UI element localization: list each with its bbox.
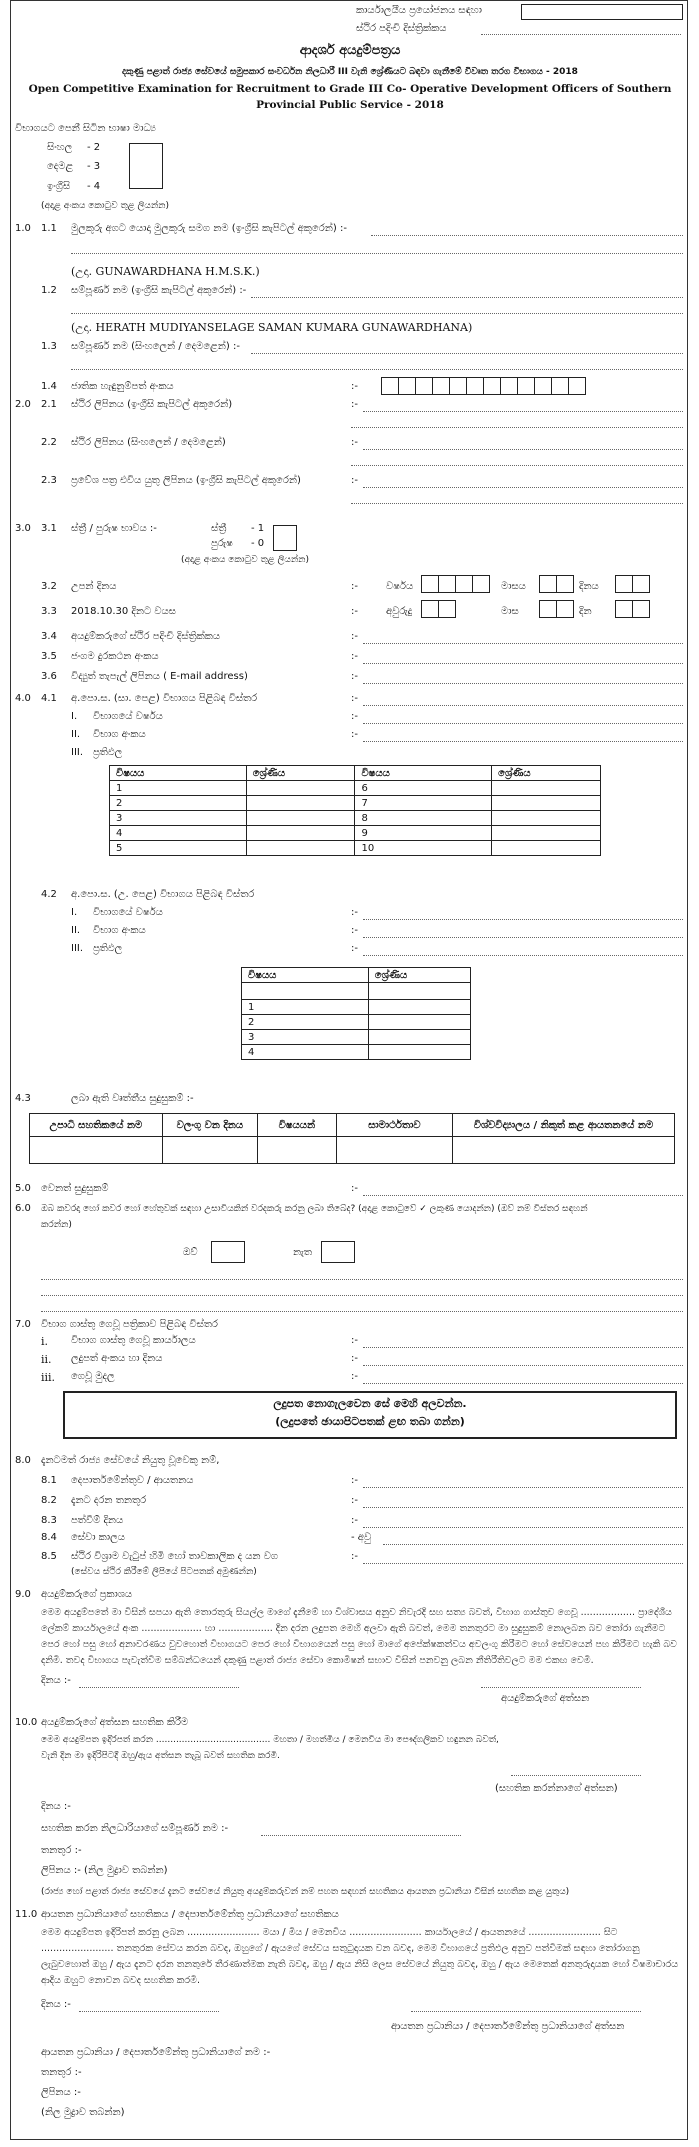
head-cert-text: මෙම අයදුම්පත ඉදිරිපත් කරනු ලබන ........................ මයා / මිය / මෙනවිය ........................ කාර්යාලයේ / ආයතනයේ ........................ සිට ........................ තනතුරක සේවය කරන බවද, ඔහුගේ / ඇයගේ සේවය සතුටුදායක වන බවද, මෙම විභාගයේ ප්‍රතිඵල අනුව පත්වීමක් සඳහා තෝරාගනු ලැබුවහොත් ඔහු / ඇය දැනට දරන තනතුරේ තීරණාත්මක නැති බවද, ඔහු / ඇය නිසි ලෙස සේවයේ නියුතු බවද, ඔහු / ඇය මෙතෙක් අනතුරුදායක හෝ විෂමාචාරය ආදිය ඔහුට නොවන බවද සහතික කරමි. bbox=[41, 1927, 679, 1986]
table-header: විෂයය bbox=[355, 766, 492, 781]
title-si: ආදර්ශ අයදුම්පත්‍රය bbox=[299, 43, 401, 58]
item-number: 4.3 bbox=[15, 1093, 31, 1104]
ol-field[interactable] bbox=[363, 705, 683, 706]
office-use-box[interactable] bbox=[521, 4, 683, 20]
row-number: 1 bbox=[242, 1000, 369, 1015]
full-name-si-field-2[interactable] bbox=[71, 369, 683, 370]
section-number: 10.0 bbox=[15, 1717, 38, 1728]
prof-qual-label: ලබා ඇති වෘත්තීය සුදුසුකම් :- bbox=[71, 1093, 194, 1104]
dob-year-boxes[interactable] bbox=[421, 575, 489, 593]
table-row[interactable] bbox=[110, 826, 601, 841]
age-months-boxes[interactable] bbox=[539, 600, 573, 618]
item-number: 3.6 bbox=[41, 671, 57, 682]
medium-sinhala: සිංහල bbox=[47, 142, 73, 153]
al-index-field[interactable] bbox=[363, 937, 683, 938]
item-number: 1.2 bbox=[41, 285, 57, 296]
row-number: 6 bbox=[355, 781, 492, 796]
full-name-en-field[interactable] bbox=[251, 297, 683, 298]
medium-label: විභාගයට පෙනී සිටින භාෂා මාධ්‍ය bbox=[15, 123, 156, 134]
colon: :- bbox=[351, 907, 358, 918]
al-year-field[interactable] bbox=[363, 919, 683, 920]
item-number: 8.1 bbox=[41, 1475, 57, 1486]
email-label: විද්‍යුත් තැපැල් ලිපිනය ( E-mail address) bbox=[71, 671, 248, 682]
conviction-yes-box[interactable] bbox=[211, 1241, 245, 1263]
other-qual-label: වෙනත් සුදුසුකම් bbox=[41, 1183, 109, 1194]
roman-number: III. bbox=[71, 747, 84, 758]
age-days-label: දින bbox=[579, 606, 592, 617]
colon: :- bbox=[351, 1335, 358, 1346]
head-signature-field[interactable] bbox=[411, 2011, 641, 2012]
conviction-no-box[interactable] bbox=[321, 1241, 355, 1263]
fee-office-label: විභාග ගාස්තු ගෙවූ කාර්යාලය bbox=[71, 1335, 196, 1346]
medium-tamil: දෙමළ bbox=[47, 161, 74, 172]
head-cert-note: (රාජ්‍ය හෝ පළාත් රාජ්‍ය සේවයේ දැනට සේවයේ නියුතු අයදුම්කරුවන් නම් පහත සඳහන් සහතිකය ආයතන ප්‍රධානියා විසින් සහතික කළ යුතුය) bbox=[41, 1887, 570, 1897]
table-header: වලංගු වන දිනය bbox=[162, 1114, 257, 1137]
conviction-detail-3[interactable] bbox=[41, 1311, 683, 1312]
table-header: උපාධි සහතිකයේ නම bbox=[30, 1114, 163, 1137]
certifier-name-field[interactable] bbox=[261, 1835, 461, 1836]
receipt-notice-2: (ලදුපතේ ඡායාපිටපතක් ළඟ තබා ගන්න) bbox=[275, 1415, 465, 1428]
roman-number: III. bbox=[71, 943, 84, 954]
service-period-label: සේවා කාලය bbox=[71, 1532, 125, 1543]
medium-english: ඉංග්‍රීසි bbox=[47, 181, 71, 192]
table-row[interactable] bbox=[242, 1000, 471, 1015]
conviction-question: ඔබ කවරදා හෝ කවර හෝ හේතුවක් සඳහා උසාවියකින් වරදකරු කරනු ලබා තිබේද? (අදාළ කොටුවේ ✓ ලකුණ යොදන්න) (ඔව් නම් විස්තර සඳහන් bbox=[41, 1204, 588, 1214]
row-number: 4 bbox=[242, 1045, 369, 1060]
al-results-table bbox=[241, 967, 471, 1060]
roman-number: iii. bbox=[41, 1371, 56, 1384]
medium-code: - 4 bbox=[87, 181, 101, 192]
colon: :- bbox=[351, 1475, 358, 1486]
colon: :- bbox=[351, 693, 358, 704]
al-label: අ.පො.ස. (උ. පෙළ) විභාගය පිළිබඳ විස්තර bbox=[71, 889, 255, 900]
colon: :- bbox=[351, 631, 358, 642]
colon: :- bbox=[351, 1495, 358, 1506]
initials-name-field-2[interactable] bbox=[71, 253, 683, 254]
medium-note: (අදාළ අංකය කොටුව තුළ ලියන්න) bbox=[41, 201, 169, 211]
item-number: 3.2 bbox=[41, 581, 57, 592]
colon: :- bbox=[351, 671, 358, 682]
roman-number: I. bbox=[71, 711, 78, 722]
prof-qual-table bbox=[29, 1113, 675, 1164]
table-header: ශ්‍රේණිය bbox=[368, 968, 470, 983]
row-number: 2 bbox=[110, 796, 247, 811]
title-en-1: Open Competitive Examination for Recruitment to Grade III Co- Operative Development Officers of Southern bbox=[28, 83, 672, 95]
colon: :- bbox=[351, 711, 358, 722]
perm-address-si-field-2[interactable] bbox=[351, 465, 683, 466]
district-applicant-field[interactable] bbox=[363, 643, 683, 644]
item-number: 2.2 bbox=[41, 437, 57, 448]
section-number: 5.0 bbox=[15, 1183, 31, 1194]
table-header: සාමාර්ථතාව bbox=[336, 1114, 452, 1137]
certifier-signature-field[interactable] bbox=[511, 1775, 641, 1776]
initials-name-example: (උදා. GUNAWARDHANA H.M.S.K.) bbox=[71, 265, 260, 278]
ol-year-field[interactable] bbox=[363, 723, 683, 724]
table-header: විෂයය bbox=[242, 968, 369, 983]
gender-box[interactable] bbox=[273, 525, 297, 551]
medium-code: - 3 bbox=[87, 161, 101, 172]
age-days-boxes[interactable] bbox=[615, 600, 649, 618]
table-header: විශ්වවිද්‍යාලය / නිකුත් කළ ආයතනයේ නම bbox=[452, 1114, 674, 1137]
dob-label: උපන් දිනය bbox=[71, 581, 117, 592]
attestation-text-2: වැනි දින මා ඉදිරිපිටදී ඔහු/ඇය අත්සන තැබූ බවත් සහතික කරමි. bbox=[41, 1751, 280, 1761]
row-number: 3 bbox=[242, 1030, 369, 1045]
perm-address-si-field[interactable] bbox=[363, 449, 683, 450]
perm-address-si-label: ස්ථිර ලිපිනය (සිංහලෙන් / දෙමළෙන්) bbox=[71, 437, 226, 448]
section-number: 4.0 bbox=[15, 693, 31, 704]
perm-address-en-label: ස්ථිර ලිපිනය (ඉංග්‍රීසි කැපිටල් අකුරෙන්) bbox=[71, 399, 233, 410]
roman-number: II. bbox=[71, 925, 81, 936]
conviction-no-label: නැත bbox=[293, 1247, 313, 1258]
roman-number: II. bbox=[71, 729, 81, 740]
section-number: 6.0 bbox=[15, 1203, 31, 1214]
al-index-label: විභාග අංකය bbox=[93, 925, 146, 936]
full-name-si-field[interactable] bbox=[251, 353, 683, 354]
district-field[interactable] bbox=[481, 34, 681, 35]
fee-label: විභාග ගාස්තු ගෙවූ පත්‍රිකාව පිළිබඳ විස්තර bbox=[41, 1319, 218, 1330]
al-results-label: ප්‍රතිඵල bbox=[93, 943, 123, 954]
item-number: 8.3 bbox=[41, 1515, 57, 1526]
colon: :- bbox=[351, 581, 358, 592]
medium-box[interactable] bbox=[129, 143, 163, 189]
gender-code: - 0 bbox=[251, 538, 265, 549]
service-years-label: - අවු bbox=[351, 1532, 372, 1543]
colon: :- bbox=[351, 1371, 358, 1382]
section-number: 7.0 bbox=[15, 1319, 31, 1330]
receipt-field[interactable] bbox=[363, 1365, 683, 1366]
full-name-si-label: සම්පූර්ණ නම (සිංහලෙන් / දෙමළෙන්) :- bbox=[71, 341, 240, 352]
ol-index-label: විභාග අංකය bbox=[93, 729, 146, 740]
table-row[interactable] bbox=[110, 796, 601, 811]
department-field[interactable] bbox=[363, 1487, 683, 1488]
colon: :- bbox=[351, 475, 358, 486]
dob-day-label: දිනය bbox=[579, 581, 599, 592]
ol-index-field[interactable] bbox=[363, 741, 683, 742]
row-number: 3 bbox=[110, 811, 247, 826]
table-header: විෂයයන් bbox=[257, 1114, 336, 1137]
item-number: 3.1 bbox=[41, 523, 57, 534]
receipt-label: ලදුපත් අංකය හා දිනය bbox=[71, 1353, 163, 1364]
roman-number: ii. bbox=[41, 1353, 52, 1366]
perm-address-en-field[interactable] bbox=[363, 411, 683, 412]
full-name-en-field-2[interactable] bbox=[71, 313, 683, 314]
head-cert-label: ආයතන ප්‍රධානියාගේ සහතිකය / දෙපාර්තමේන්තු ප්‍රධානියාගේ සහතිකය bbox=[41, 1909, 339, 1920]
section-number: 3.0 bbox=[15, 523, 31, 534]
al-year-label: විභාගයේ වර්ෂය bbox=[93, 907, 163, 918]
gender-male: පුරුෂ bbox=[211, 538, 233, 549]
age-label: 2018.10.30 දිනට වයස bbox=[71, 606, 176, 617]
public-service-label: දැනටමත් රාජ්‍ය සේවයේ නියුතු වූවෙකු නම්, bbox=[41, 1455, 220, 1466]
declaration-date-field[interactable] bbox=[79, 1687, 239, 1688]
department-label: දෙපාර්තමේන්තුව / ආයතනය bbox=[71, 1475, 194, 1486]
al-results-field[interactable] bbox=[363, 955, 683, 956]
current-post-label: දැනට දරන තනතුර bbox=[71, 1495, 147, 1506]
dob-month-label: මාසය bbox=[501, 581, 526, 592]
colon: :- bbox=[351, 1515, 358, 1526]
application-form bbox=[10, 0, 688, 2140]
section-number: 1.0 bbox=[15, 223, 31, 234]
email-field[interactable] bbox=[363, 683, 683, 684]
district-applicant-label: අයදුම්කරුගේ ස්ථිර පදිංචි දිස්ත්‍රික්කය bbox=[71, 631, 221, 642]
table-row[interactable] bbox=[242, 983, 471, 1000]
full-name-example: (උදා. HERATH MUDIYANSELAGE SAMAN KUMARA GUNAWARDHANA) bbox=[71, 321, 473, 334]
item-number: 2.3 bbox=[41, 475, 57, 486]
table-header: ශ්‍රේණිය bbox=[246, 766, 355, 781]
row-number: 1 bbox=[110, 781, 247, 796]
table-row[interactable] bbox=[242, 1045, 471, 1060]
pensionable-field[interactable] bbox=[363, 1563, 683, 1564]
item-number: 8.2 bbox=[41, 1495, 57, 1506]
district-label: ස්ථිර පදිංචි දිස්ත්‍රික්කය bbox=[356, 23, 447, 34]
table-row[interactable] bbox=[110, 781, 601, 796]
current-post-field[interactable] bbox=[363, 1507, 683, 1508]
row-number: 4 bbox=[110, 826, 247, 841]
pensionable-note: (සේවය ස්ථිර කිරීමේ ලිපියේ පිටපතක් අමුණන්න) bbox=[71, 1567, 257, 1577]
table-row[interactable] bbox=[110, 841, 601, 856]
section-number: 2.0 bbox=[15, 399, 31, 410]
head-signature-label: ආයතන ප්‍රධානියා / දෙපාර්තමේන්තු ප්‍රධානියාගේ අත්සන bbox=[391, 2021, 625, 2032]
conviction-question-2: කරන්න) bbox=[41, 1220, 72, 1230]
roman-number: i. bbox=[41, 1335, 49, 1348]
certifier-name-label: සහතික කරන නිලධාරියාගේ සම්පූර්ණ නම :- bbox=[41, 1823, 229, 1834]
initials-name-field[interactable] bbox=[371, 235, 683, 236]
gender-female: ස්ත්‍රී bbox=[211, 523, 227, 534]
ol-results-label: ප්‍රතිඵල bbox=[93, 747, 123, 758]
head-cert-date-label: දිනය :- bbox=[41, 1999, 71, 2010]
head-cert-date-field[interactable] bbox=[79, 2011, 219, 2012]
mobile-field[interactable] bbox=[363, 663, 683, 664]
certifier-post-label: තනතුර :- bbox=[41, 1845, 82, 1856]
item-number: 4.1 bbox=[41, 693, 57, 704]
admission-address-field-2[interactable] bbox=[351, 503, 683, 504]
declaration-date-label: දිනය :- bbox=[41, 1675, 71, 1686]
item-number: 8.4 bbox=[41, 1532, 57, 1543]
item-number: 3.4 bbox=[41, 631, 57, 642]
ol-year-label: විභාගයේ වර්ෂය bbox=[93, 711, 163, 722]
colon: :- bbox=[351, 437, 358, 448]
office-use-label: කාර්යාලයීය ප්‍රයෝජනය සඳහා bbox=[356, 5, 482, 16]
row-number: 7 bbox=[355, 796, 492, 811]
section-number: 8.0 bbox=[15, 1455, 31, 1466]
initials-name-label: මුලකුරු අගට යොදා මුලකුරු සමග නම (ඉංග්‍රීසි කැපිටල් අකුරෙන්) :- bbox=[71, 223, 347, 234]
dob-month-boxes[interactable] bbox=[539, 575, 573, 593]
colon: :- bbox=[351, 729, 358, 740]
colon: :- bbox=[351, 943, 358, 954]
table-row[interactable] bbox=[30, 1137, 675, 1164]
item-number: 1.1 bbox=[41, 223, 57, 234]
colon: :- bbox=[351, 399, 358, 410]
table-header: විෂයය bbox=[110, 766, 247, 781]
age-years-label: අවුරුදු bbox=[386, 606, 413, 617]
colon: :- bbox=[351, 606, 358, 617]
item-number: 1.3 bbox=[41, 341, 57, 352]
fee-office-field[interactable] bbox=[363, 1347, 683, 1348]
roman-number: I. bbox=[71, 907, 78, 918]
other-qual-field[interactable] bbox=[363, 1195, 683, 1196]
attestation-label: අයදුම්කරුගේ අත්සන සහතික කිරීම bbox=[41, 1717, 189, 1728]
head-seal-label: (නිල මුද්‍රාව තබන්න) bbox=[41, 2107, 125, 2118]
conviction-detail-1[interactable] bbox=[41, 1279, 683, 1280]
appointment-date-label: පත්වීම් දිනය bbox=[71, 1515, 124, 1526]
applicant-signature-field[interactable] bbox=[481, 1687, 641, 1688]
admission-address-label: ප්‍රවේශ පත්‍ර එවිය යුතු ලිපිනය (ඉංග්‍රීසි කැපිටල් අකුරෙන්) bbox=[71, 475, 301, 486]
colon: :- bbox=[351, 1183, 358, 1194]
attestation-text-1: මෙම අයදුම්පත ඉදිරිපත් කරන ........................................ මහතා / මහත්මිය / මෙනවිය මා පෞද්ගලිකව හඳුනන බවත්, bbox=[41, 1735, 499, 1745]
colon: :- bbox=[351, 1551, 358, 1562]
subtitle-si: දකුණු පළාත් රාජ්‍ය සේවයේ සමුපකාර සංවර්ධන නිලධාරී III වැනි ශ්‍රේණියට බඳවා ගැනීමේ විවෘත තරග විභාගය - 2018 bbox=[122, 67, 578, 77]
table-header: ශ්‍රේණිය bbox=[492, 766, 601, 781]
row-number: 2 bbox=[242, 1015, 369, 1030]
row-number: 5 bbox=[110, 841, 247, 856]
item-number: 2.1 bbox=[41, 399, 57, 410]
gender-label: ස්ත්‍රී / පුරුෂ භාවය :- bbox=[71, 523, 157, 534]
age-years-boxes[interactable] bbox=[421, 600, 455, 618]
certifier-signature-label: (සහතික කරන්නාගේ අත්සන) bbox=[495, 1783, 618, 1794]
amount-field[interactable] bbox=[363, 1383, 683, 1384]
conviction-detail-2[interactable] bbox=[41, 1295, 683, 1296]
item-number: 8.5 bbox=[41, 1551, 57, 1562]
appointment-date-field[interactable] bbox=[363, 1527, 683, 1528]
title-en-2: Provincial Public Service - 2018 bbox=[256, 99, 444, 111]
certifier-address-label: ලිපිනය :- (නිල මුද්‍රාව තබන්න) bbox=[41, 1865, 168, 1876]
section-number: 9.0 bbox=[15, 1589, 31, 1600]
table-row[interactable] bbox=[242, 1015, 471, 1030]
declaration-text: මෙම අයදුම්පතේ මා විසින් සපයා ඇති තොරතුරු සියල්ල මාගේ දැනීමේ හා විශ්වාසය අනුව නිවැරදි සහ සත්‍ය බවත්, විභාග ගාස්තුව ගෙවූ .................. ප්‍රාදේශීය ලේකම් කාර්යාලයේ අංක .................... හා .................. දින දරන ලදුපත මෙහි අලවා ඇති බවත්, මෙම තනතුරට මා සුදුසුකම් නොලබන බව තෝරා ගැනීමට පෙර හෝ පසු හෝ අනාවරණය වුවහොත් විභාගයට පෙර හෝ විභාගයෙන් පසු හෝ මාගේ අපේක්ෂකත්වය අවලංගු කිරීමට හෝ සේවයෙන් පහ කිරීමට හැකි බව දනිමි. තවද විභාගය පැවැත්වීම සම්බන්ධයෙන් දකුණු පළාත් රාජ්‍ය සේවා කොමිෂන් සභාව විසින් පනවනු ලබන නීතිරීතිවලට මම එකඟ වෙමි. bbox=[41, 1607, 677, 1666]
dob-day-boxes[interactable] bbox=[615, 575, 649, 593]
table-row[interactable] bbox=[242, 1030, 471, 1045]
nic-boxes[interactable] bbox=[381, 377, 585, 395]
colon: :- bbox=[351, 381, 358, 392]
applicant-signature-label: අයදුම්කරුගේ අත්සන bbox=[501, 1693, 590, 1704]
mobile-label: ජංගම දුරකථන අංකය bbox=[71, 651, 159, 662]
item-number: 3.5 bbox=[41, 651, 57, 662]
head-address-label: ලිපිනය :- bbox=[41, 2087, 81, 2098]
conviction-yes-label: ඔව් bbox=[183, 1247, 198, 1258]
item-number: 3.3 bbox=[41, 606, 57, 617]
row-number: 9 bbox=[355, 826, 492, 841]
table-row[interactable] bbox=[110, 811, 601, 826]
attestation-date-label: දිනය :- bbox=[41, 1801, 71, 1812]
gender-note: (අදාළ අංකය කොටුව තුළ ලියන්න) bbox=[181, 555, 309, 565]
medium-code: - 2 bbox=[87, 142, 101, 153]
colon: :- bbox=[351, 925, 358, 936]
ol-results-table bbox=[109, 765, 601, 856]
item-number: 4.2 bbox=[41, 889, 57, 900]
dob-year-label: වර්ෂය bbox=[386, 581, 414, 592]
head-post-label: තනතුර :- bbox=[41, 2067, 82, 2078]
receipt-notice-1: ලදුපත නොගැලවෙන සේ මෙහි අලවන්න. bbox=[273, 1397, 467, 1410]
amount-label: ගෙවූ මුදල bbox=[71, 1371, 115, 1382]
nic-label: ජාතික හැඳුනුම්පත් අංකය bbox=[71, 381, 174, 392]
colon: :- bbox=[351, 1353, 358, 1364]
perm-address-en-field-2[interactable] bbox=[351, 427, 683, 428]
head-name-label: ආයතන ප්‍රධානියා / දෙපාර්තමේන්තු ප්‍රධානියාගේ නම :- bbox=[41, 2047, 271, 2058]
gender-code: - 1 bbox=[251, 523, 265, 534]
row-number: 10 bbox=[355, 841, 492, 856]
service-period-field[interactable] bbox=[383, 1544, 683, 1545]
ol-label: අ.පො.ස. (සා. පෙළ) විභාගය පිළිබඳ විස්තර bbox=[71, 693, 258, 704]
row-number: 8 bbox=[355, 811, 492, 826]
section-number: 11.0 bbox=[15, 1909, 38, 1920]
colon: :- bbox=[351, 651, 358, 662]
admission-address-field[interactable] bbox=[363, 487, 683, 488]
full-name-en-label: සම්පූර්ණ නම (ඉංග්‍රීසි කැපිටල් අකුරෙන්) :- bbox=[71, 285, 247, 296]
item-number: 1.4 bbox=[41, 381, 57, 392]
declaration-label: අයදුම්කරුගේ ප්‍රකාශය bbox=[41, 1589, 133, 1600]
age-months-label: මාස bbox=[501, 606, 519, 617]
pensionable-label: ස්ථිර විශ්‍රාම වැටුප් හිමි හෝ තාවකාලික ද යන වග bbox=[71, 1551, 279, 1562]
